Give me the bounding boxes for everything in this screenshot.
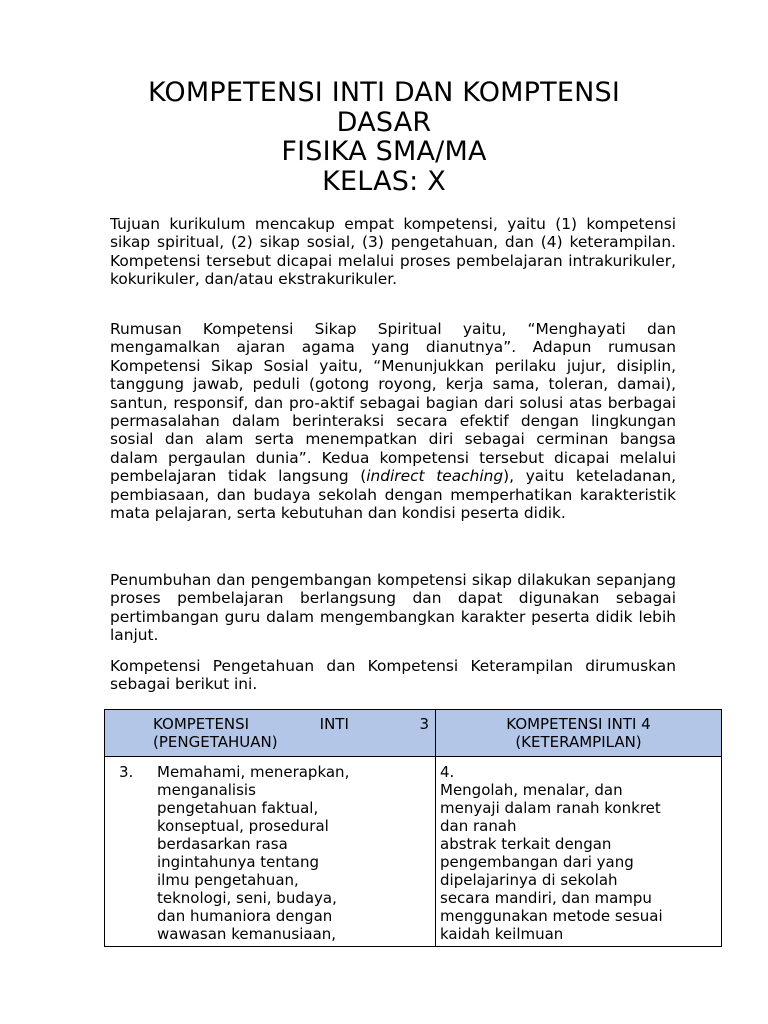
- ki4-line: kaidah keilmuan: [440, 925, 564, 943]
- ki4-line: menyaji dalam ranah konkret: [440, 799, 661, 817]
- ki3-line: pengetahuan faktual,: [157, 799, 319, 817]
- ki4-line: Mengolah, menalar, dan: [440, 781, 623, 799]
- paragraph-kompetensi-sikap: [110, 320, 676, 522]
- header-ki3-line1: KOMPETENSI INTI 3: [153, 715, 429, 733]
- header-ki4-line1: KOMPETENSI INTI 4: [506, 715, 651, 733]
- ki3-text: [157, 763, 389, 943]
- paragraph-text: Rumusan Kompetensi Sikap Spiritual yaitu, “Menghayati dan mengamalkan ajaran agama yang dianutnya”. Adapun rumusan Kompetensi Sikap Sosial yaitu, “Menunjukkan perilaku jujur, disiplin, tanggung jawab, peduli (gotong royong, kerja sama, toleran, damai), santun, responsif, dan pro-aktif sebagai bagian dari solusi atas berbagai permasalahan dalam berinteraksi secara efektif dengan lingkungan sosial dan alam serta menempatkan diri sebagai cerminan bangsa dalam pergaulan dunia”. Kedua kompetensi tersebut dicapai melalui pembelajaran tidak langsung (: [110, 320, 676, 486]
- paragraph-text: ), yaitu keteladanan, pembiasaan, dan budaya sekolah dengan memperhatikan karakteristik mata pelajaran, serta kebutuhan dan kondisi peserta didik.: [110, 467, 676, 523]
- ki3-number: 3.: [119, 763, 134, 781]
- ki4-line: dipelajarinya di sekolah: [440, 871, 618, 889]
- ki3-line: dan humaniora dengan: [157, 907, 333, 925]
- header-ki4-line2: (KETERAMPILAN): [515, 733, 642, 751]
- paragraph-penumbuhan: Penumbuhan dan pengembangan kompetensi sikap dilakukan sepanjang proses pembelajaran berlangsung dan dapat digunakan sebagai pertimbangan guru dalam mengembangkan karakter peserta didik lebih lanjut.: [110, 571, 676, 645]
- header-ki3: [105, 710, 436, 757]
- title-line-4: KELAS: X: [322, 165, 446, 197]
- ki3-line: ilmu pengetahuan,: [157, 871, 299, 889]
- ki3-line: wawasan kemanusiaan,: [157, 925, 337, 943]
- ki3-line: ingintahunya tentang: [157, 853, 320, 871]
- paragraph-tujuan-kurikulum: Tujuan kurikulum mencakup empat kompetensi, yaitu (1) kompetensi sikap spiritual, (2) sikap sosial, (3) pengetahuan, dan (4) keterampilan. Kompetensi tersebut dicapai melalui proses pembelajaran intrakurikuler, kokurikuler, dan/atau ekstrakurikuler.: [110, 215, 676, 289]
- ki3-line: berdasarkan rasa: [157, 835, 288, 853]
- ki3-line: teknologi, seni, budaya,: [157, 889, 337, 907]
- ki4-number: 4.: [440, 763, 455, 781]
- ki4-line: pengembangan dari yang: [440, 853, 634, 871]
- title-line-2: DASAR: [336, 106, 432, 138]
- ki4-line: dan ranah: [440, 817, 517, 835]
- ki4-line: menggunakan metode sesuai: [440, 907, 663, 925]
- paragraph-intro-table: Kompetensi Pengetahuan dan Kompetensi Keterampilan dirumuskan sebagai berikut ini.: [110, 657, 676, 694]
- ki3-line: Memahami, menerapkan,: [157, 763, 350, 781]
- cell-ki4: [436, 757, 722, 947]
- ki3-line: konseptual, prosedural: [157, 817, 329, 835]
- table-row: [105, 757, 722, 947]
- ki4-line: abstrak terkait dengan: [440, 835, 612, 853]
- ki4-text: [440, 781, 712, 943]
- header-ki4: [436, 710, 722, 757]
- table-header-row: [105, 710, 722, 757]
- ki3-line: menganalisis: [157, 781, 256, 799]
- ki4-line: secara mandiri, dan mampu: [440, 889, 652, 907]
- document-title: [100, 78, 668, 196]
- title-line-3: FISIKA SMA/MA: [281, 136, 487, 167]
- header-ki3-line2: (PENGETAHUAN): [153, 733, 278, 751]
- kompetensi-table: [104, 709, 722, 947]
- paragraph-italic-term: indirect teaching: [366, 467, 504, 486]
- cell-ki3: [105, 757, 436, 947]
- title-line-1: KOMPETENSI INTI DAN KOMPTENSI: [147, 77, 621, 108]
